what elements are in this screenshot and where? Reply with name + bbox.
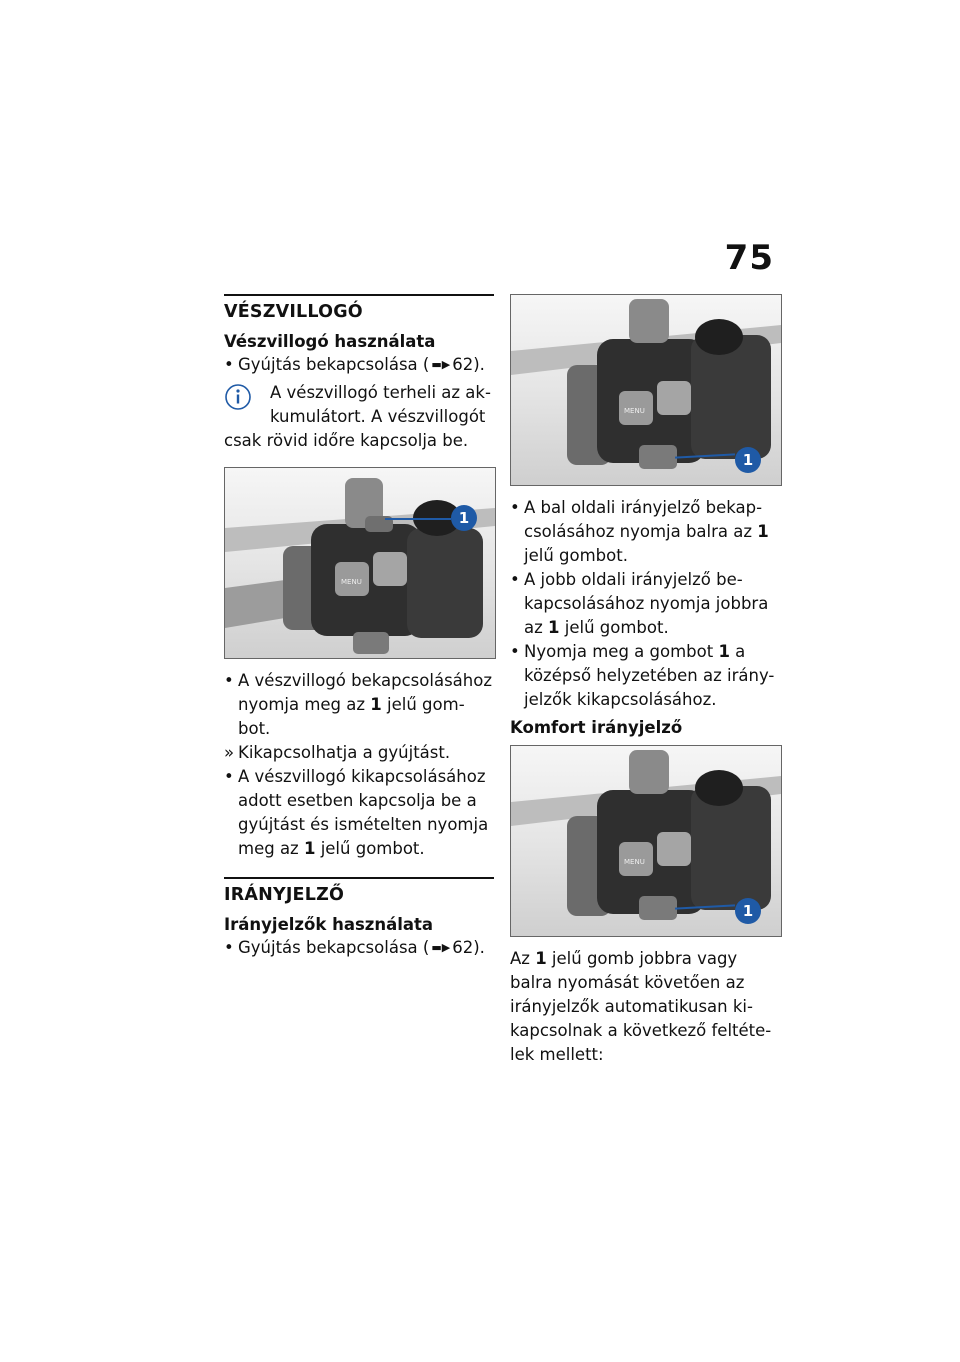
note-line: csak rövid időre kapcsolja be. xyxy=(224,431,469,450)
page-ref-arrow-icon: ▬▶ xyxy=(431,358,451,371)
callout-line xyxy=(385,518,451,520)
bullet: • xyxy=(510,570,520,589)
section-rule xyxy=(224,877,494,879)
page-ref-arrow-icon: ▬▶ xyxy=(431,941,451,954)
callout-badge: 1 xyxy=(735,898,761,924)
section-rule xyxy=(224,294,494,296)
note-line: kumulátort. A vészvillogót xyxy=(270,407,486,426)
bullet: • xyxy=(224,355,234,374)
list-item: • Gyújtás bekapcsolása ( ▬▶ 62). xyxy=(224,353,494,377)
bullet: • xyxy=(510,498,520,517)
svg-text:MENU: MENU xyxy=(341,578,362,586)
list-item: • A vészvillogó bekapcsolásához nyomja meg az 1 jelű gom- bot. xyxy=(224,671,492,738)
switch-illustration xyxy=(225,468,495,658)
svg-text:MENU: MENU xyxy=(624,858,645,866)
note-line: A vészvillogó terheli az ak- xyxy=(270,383,491,402)
list-item: • A bal oldali irányjelző bekap- csolásához nyomja balra az 1 jelű gombot. xyxy=(510,498,769,565)
section-title-turn-signal: IRÁNYJELZŐ xyxy=(224,885,345,905)
list-item: • A vészvillogó kikapcsolásához adott esetben kapcsolja be a gyújtást és ismételten nyomja meg az 1 jelű gombot. xyxy=(224,767,489,858)
subheading-hazard-use: Vészvillogó használata xyxy=(224,332,436,351)
info-icon xyxy=(224,383,252,411)
comfort-paragraph: Az 1 jelű gomb jobbra vagy balra nyomását követően az irányjelzők automatikusan ki- kapcsolnak a következő feltéte- lek mellett: xyxy=(510,949,772,1064)
bullet: • xyxy=(510,642,520,661)
page-number: 75 xyxy=(724,238,774,278)
section-title-hazard: VÉSZVILLOGÓ xyxy=(224,302,363,322)
callout-badge: 1 xyxy=(735,447,761,473)
bullet: • xyxy=(224,767,234,786)
result-marker: » xyxy=(224,743,235,762)
list-item: • A jobb oldali irányjelző be- kapcsolásához nyomja jobbra az 1 jelű gombot. xyxy=(510,570,769,637)
result-item: » Kikapcsolhatja a gyújtást. xyxy=(224,741,494,765)
handlebar-switch-photo xyxy=(510,745,782,937)
svg-text:MENU: MENU xyxy=(624,407,645,415)
callout-badge: 1 xyxy=(451,505,477,531)
info-note xyxy=(224,381,494,453)
subheading-turn-signal-use: Irányjelzők használata xyxy=(224,915,434,934)
bullet: • xyxy=(224,938,234,957)
handlebar-switch-photo xyxy=(224,467,496,659)
list-item: • Nyomja meg a gombot 1 a középső helyzetében az irány- jelzők kikapcsolásához. xyxy=(510,642,775,709)
left-column xyxy=(224,294,494,960)
right-column xyxy=(510,294,780,1067)
handlebar-switch-photo xyxy=(510,294,782,486)
bullet: • xyxy=(224,671,234,690)
subheading-comfort-signal: Komfort irányjelző xyxy=(510,718,683,737)
list-item: • Gyújtás bekapcsolása ( ▬▶ 62). xyxy=(224,936,494,960)
